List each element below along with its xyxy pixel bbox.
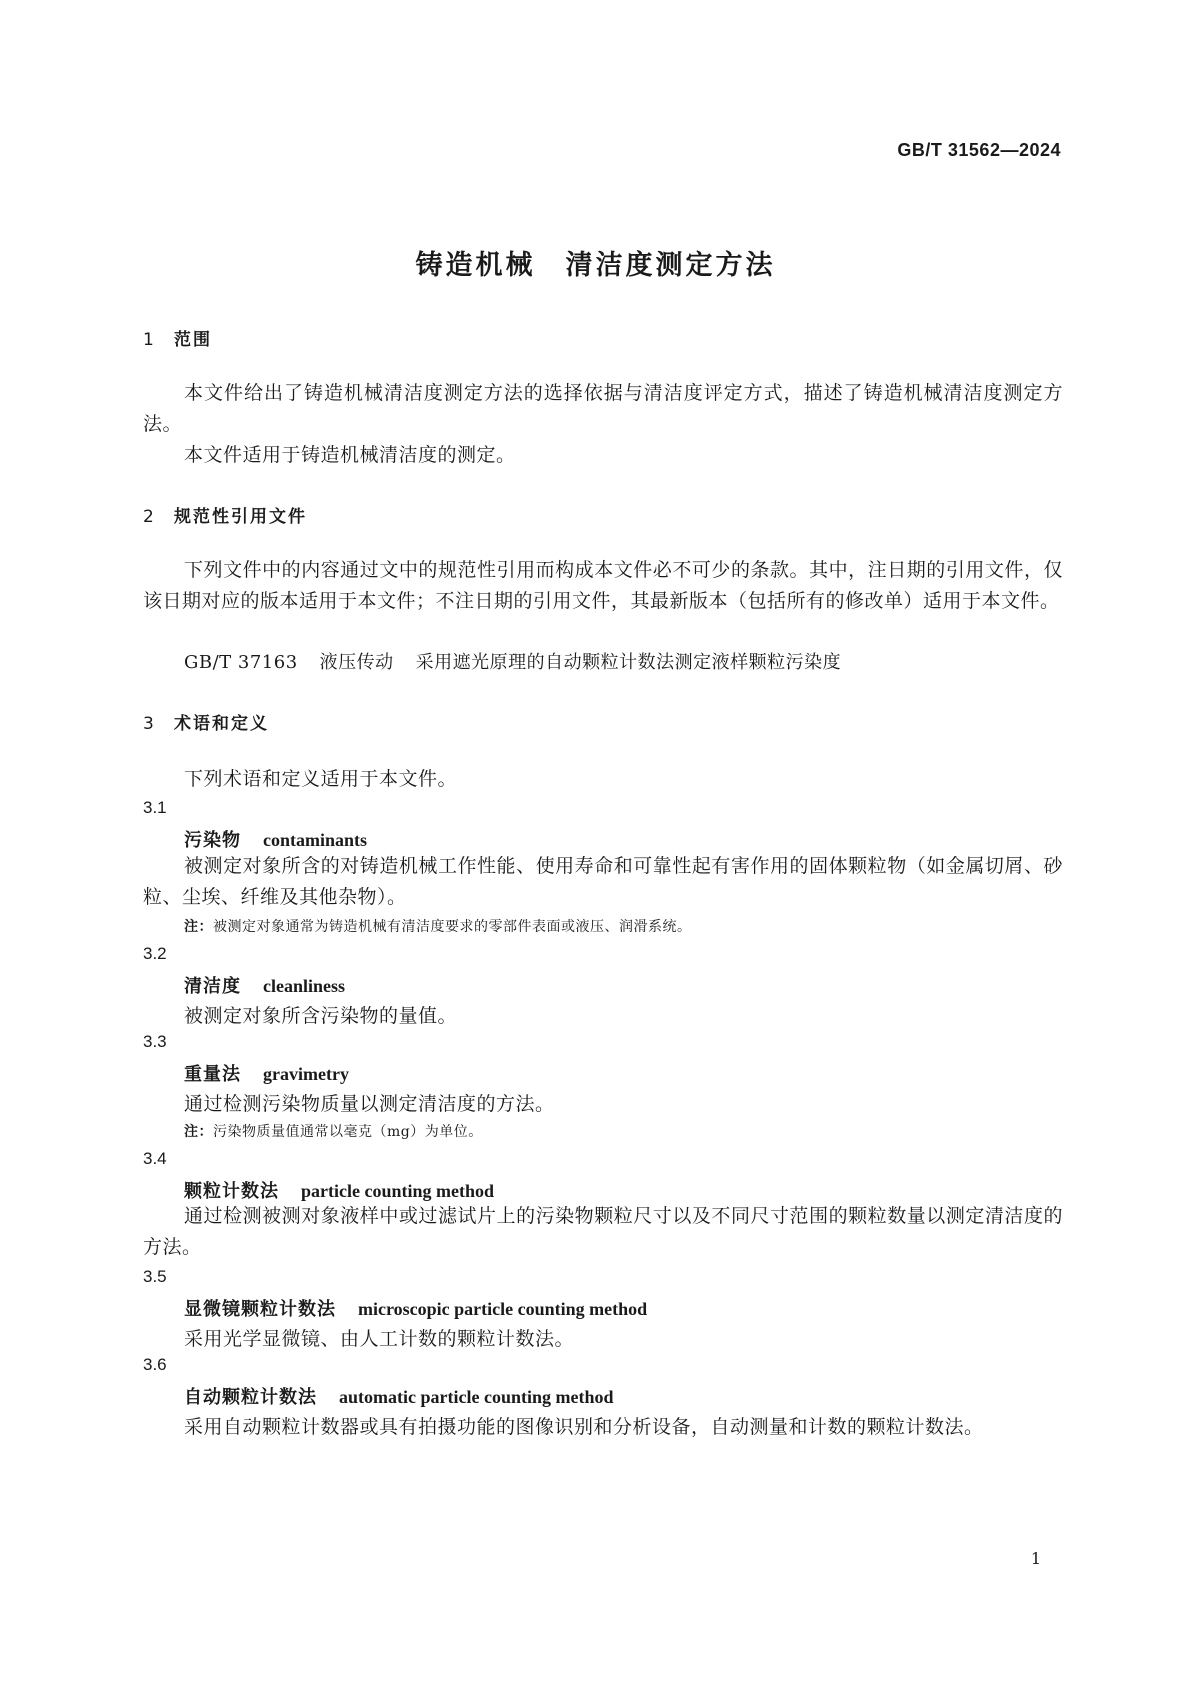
term-number: 3.3 bbox=[143, 1032, 167, 1051]
term-number: 3.4 bbox=[143, 1149, 167, 1168]
term-name bbox=[184, 972, 345, 998]
term-definition: 通过检测污染物质量以测定清洁度的方法。 bbox=[184, 1093, 555, 1115]
note-text: 被测定对象通常为铸造机械有清洁度要求的零部件表面或液压、润滑系统。 bbox=[213, 919, 692, 935]
term-definition: 被测定对象所含污染物的量值。 bbox=[184, 1005, 458, 1027]
term-definition: 通过检测被测对象液样中或过滤试片上的污染物颗粒尺寸以及不同尺寸范围的颗粒数量以测定清洁度的方法。 bbox=[143, 1205, 1063, 1258]
note-label: 注： bbox=[184, 919, 213, 935]
scope-applicability: 本文件适用于铸造机械清洁度的测定。 bbox=[184, 444, 516, 466]
note-text: 污染物质量值通常以毫克（mg）为单位。 bbox=[213, 1124, 483, 1140]
section-number: 2 bbox=[143, 507, 156, 527]
term-name bbox=[184, 1295, 647, 1321]
term-name bbox=[184, 1177, 494, 1203]
term-name bbox=[184, 826, 367, 852]
term-number: 3.5 bbox=[143, 1267, 167, 1286]
normative-paragraph: 下列文件中的内容通过文中的规范性引用而构成本文件必不可少的条款。其中，注日期的引用文件，仅该日期对应的版本适用于本文件；不注日期的引用文件，其最新版本（包括所有的修改单）适用于本文件。 bbox=[143, 559, 1063, 612]
term-name-en: particle counting method bbox=[301, 1181, 494, 1201]
term-name bbox=[184, 1383, 613, 1409]
term-name-en: automatic particle counting method bbox=[339, 1387, 614, 1407]
term-number: 3.1 bbox=[143, 798, 167, 817]
term-name-zh: 自动颗粒计数法 bbox=[184, 1387, 317, 1408]
reference-code: GB/T 37163 bbox=[184, 652, 298, 673]
term-name-zh: 显微镜颗粒计数法 bbox=[184, 1299, 336, 1320]
term-definition: 采用光学显微镜、由人工计数的颗粒计数法。 bbox=[184, 1328, 575, 1350]
term-definition: 采用自动颗粒计数器或具有拍摄功能的图像识别和分析设备，自动测量和计数的颗粒计数法。 bbox=[184, 1416, 984, 1438]
reference-title-part-b: 采用遮光原理的自动颗粒计数法测定液样颗粒污染度 bbox=[415, 652, 842, 673]
term-name-en: cleanliness bbox=[263, 976, 346, 996]
term-name-zh: 清洁度 bbox=[184, 976, 241, 997]
terms-intro: 下列术语和定义适用于本文件。 bbox=[184, 768, 458, 790]
term-name-zh: 重量法 bbox=[184, 1064, 241, 1085]
section-title: 规范性引用文件 bbox=[174, 507, 307, 527]
term-name bbox=[184, 1060, 349, 1086]
section-number: 3 bbox=[143, 714, 156, 734]
term-name-zh: 污染物 bbox=[184, 830, 241, 851]
document-title: 铸造机械 清洁度测定方法 bbox=[415, 250, 776, 281]
term-name-en: contaminants bbox=[263, 830, 368, 850]
term-name-zh: 颗粒计数法 bbox=[184, 1181, 279, 1202]
term-name-en: gravimetry bbox=[263, 1064, 349, 1084]
term-definition: 被测定对象所含的对铸造机械工作性能、使用寿命和可靠性起有害作用的固体颗粒物（如金属切屑、砂粒、尘埃、纤维及其他杂物）。 bbox=[143, 855, 1063, 908]
note-label: 注： bbox=[184, 1124, 213, 1140]
section-heading-scope bbox=[143, 325, 212, 350]
section-heading-normative bbox=[143, 502, 307, 527]
term-name-en: microscopic particle counting method bbox=[358, 1299, 648, 1319]
standard-code: GB/T 31562—2024 bbox=[897, 140, 1061, 160]
section-heading-terms bbox=[143, 709, 269, 734]
page-number: 1 bbox=[1030, 1549, 1041, 1568]
section-number: 1 bbox=[143, 330, 156, 350]
term-number: 3.2 bbox=[143, 944, 167, 963]
term-number: 3.6 bbox=[143, 1355, 167, 1374]
term-note bbox=[184, 1121, 483, 1141]
reference-title-part-a: 液压传动 bbox=[319, 652, 394, 673]
term-note bbox=[184, 916, 692, 936]
normative-reference bbox=[184, 648, 841, 674]
section-title: 术语和定义 bbox=[174, 714, 269, 734]
section-title: 范围 bbox=[174, 330, 212, 350]
scope-paragraph: 本文件给出了铸造机械清洁度测定方法的选择依据与清洁度评定方式，描述了铸造机械清洁度测定方法。 bbox=[143, 382, 1063, 435]
